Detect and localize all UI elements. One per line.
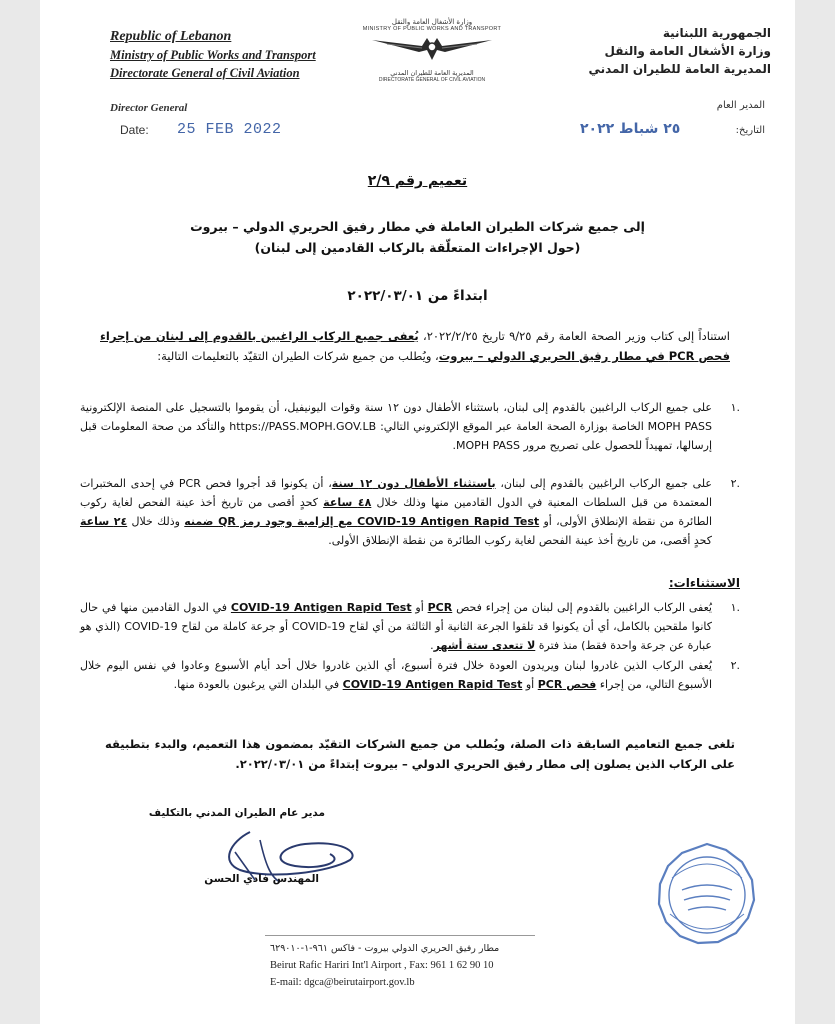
- logo-en-top: MINISTRY OF PUBLIC WORKS AND TRANSPORT: [362, 26, 502, 32]
- exc-text-a: يُعفى الركاب الذين غادروا لبنان ويريدون العودة خلال فترة أسبوع، أي الذين غادروا خلال أحد أيام الأسبوع وعادوا في نفس اليوم خلال الأسبوع التالي، من إجراء: [80, 659, 712, 691]
- intro-paragraph: [100, 326, 730, 366]
- effective-date: ابتداءً من ٢٠٢٢/٠٣/٠١: [347, 288, 488, 304]
- item-bold-1: باستثناء الأطفال دون ١٢ سنة: [331, 477, 496, 490]
- exc-text-c: أو: [522, 678, 538, 691]
- item-text-c: ، أن يكونوا قد أجروا فحص PCR في إحدى المختبرات المعتمدة من قبل السلطات المعنية في الدول القادمين منها وذلك خلال: [80, 477, 713, 509]
- circular-document: [40, 0, 795, 1024]
- footer-address-en: Beirut Rafic Hariri Int'l Airport , Fax: 961 1 62 90 10: [270, 960, 494, 971]
- closing-paragraph: تلغى جميع التعاميم السابقة ذات الصلة، ويُطلب من جميع الشركات التقيّد بمضمون هذا التعميم، والبدء بتطبيقه على الركاب الذين يصلون إلى مطار رفيق الحريري الدولي – بيروت إبتداءً من ٢٠٢٢/٠٣/٠١.: [105, 737, 735, 771]
- exc-text-c: أو: [411, 601, 428, 614]
- item-text-d: كحدٍ أقصى من تاريخ أخذ عينة الفحص لغاية ركوب الطائرة من نقطة الإنطلاق الأولى، أو: [80, 496, 713, 528]
- logo-ar-bottom: المديرية العامة للطيران المدني: [390, 69, 474, 77]
- exc-text-e: .: [430, 639, 434, 652]
- exc-bold-2: COVID-19 Antigen Rapid Test: [342, 678, 523, 691]
- logo-en-bottom: DIRECTORATE GENERAL OF CIVIL AVIATION: [378, 77, 486, 83]
- instruction-item-1: [80, 398, 740, 455]
- circular-title: [40, 173, 795, 189]
- signatory-name: المهندس فادي الحسن: [204, 873, 319, 885]
- exc-bold-2: COVID-19 Antigen Rapid Test: [230, 601, 412, 614]
- item-text: على جميع الركاب الراغبين بالقدوم إلى لبنان، باستثناء الأطفال دون ١٢ سنة وقوات اليونيفيل، أن يقوموا بالتسجيل على المنصة الإلكترونية MOPH PASS الخاصة بوزارة الصحة العامة عبر الموقع الإلكتروني التالي: https://PASS.MOPH.GOV.LB والتأكد من صحة المعلومات قبل إرسالها، تمهيداً للحصول على تصريح مرور MOPH PASS.: [80, 401, 712, 452]
- date-stamp-ar: ٢٥ شباط ٢٠٢٢: [580, 121, 681, 137]
- footer-divider: [265, 935, 535, 936]
- ministry-logo: [362, 18, 502, 98]
- item-number: .٢: [730, 477, 740, 490]
- intro-text-2: ، ويُطلب من جميع شركات الطيران التقيّد بالتعليمات التالية:: [157, 349, 439, 363]
- item-number: .١: [730, 601, 740, 614]
- exc-text-d: في الدول القادمين منها في حال كانوا ملقحين بالكامل، أي أن يكونوا قد تلقوا الجرعة الثانية أو الثالثة من أي لقاح COVID-19 أو جرعة كاملة من لقاح COVID-19 (الذي هو عبارة عن جرعة واحدة فقط) منذ فترة: [80, 601, 712, 652]
- item-text-a: على جميع الركاب الراغبين بالقدوم إلى لبنان،: [495, 477, 712, 490]
- ministry-ar: وزارة الأشغال العامة والنقل: [604, 44, 771, 58]
- director-general-ar: المدير العام: [716, 100, 765, 111]
- signatory-title: مدير عام الطيران المدني بالتكليف: [148, 807, 325, 819]
- item-text: [80, 474, 712, 550]
- directorate-ar: المديرية العامة للطيران المدني: [588, 62, 771, 76]
- item-text: [80, 656, 712, 694]
- item-text-e: وذلك خلال: [127, 515, 185, 528]
- official-seal-icon: [652, 840, 762, 950]
- intro-text-1: استناداً إلى كتاب وزير الصحة العامة رقم ٩/٢٥ تاريخ ٢٠٢٢/٢/٢٥،: [418, 329, 730, 343]
- footer-email: E-mail: dgca@beirutairport.gov.lb: [270, 977, 415, 988]
- logo-ar-top: وزارة الأشغال العامة والنقل: [391, 18, 473, 26]
- exc-text-d: في البلدان التي يرغبون بالعودة منها.: [173, 678, 343, 691]
- item-text-f: كحدٍ أقصى، من تاريخ أخذ عينة الفحص لغاية ركوب الطائرة من نقطة الإنطلاق الأولى.: [328, 534, 712, 547]
- arabic-letterhead: [531, 24, 771, 78]
- exc-bold-3: لا تتعدى ستة أشهر: [433, 639, 536, 652]
- subject-line: (حول الإجراءات المتعلّقة بالركاب القادمين إلى لبنان): [254, 240, 581, 255]
- item-number: .١: [730, 401, 740, 414]
- exception-item-1: [80, 598, 740, 655]
- director-general-en: Director General: [110, 102, 188, 114]
- footer-arabic: مطار رفيق الحريري الدولي بيروت - فاكس ٩٦١-١-٦٢٩٠١٠: [270, 943, 500, 954]
- exc-bold-1: فحص PCR: [537, 678, 597, 691]
- date-stamp-en: 25 FEB 2022: [177, 121, 282, 138]
- directorate-en: Directorate General of Civil Aviation: [110, 66, 300, 80]
- exception-item-2: [80, 656, 740, 694]
- intro-bold: يُعفى جميع الركاب الراغبين بالقدوم إلى لبنان من إجراء فحص PCR في مطار رفيق الحريري الدولي – بيروت: [100, 329, 730, 363]
- english-letterhead: [110, 28, 350, 82]
- exc-text-a: يُعفى الركاب الراغبين بالقدوم إلى لبنان من إجراء فحص: [452, 601, 712, 614]
- item-bold-2: ٤٨ ساعة: [323, 496, 372, 509]
- date-label-ar: التاريخ:: [735, 125, 765, 136]
- date-label-en: Date:: [120, 123, 149, 137]
- exc-bold-1: PCR: [427, 601, 453, 614]
- ministry-en: Ministry of Public Works and Transport: [110, 48, 316, 62]
- eagle-emblem-icon: [367, 32, 497, 64]
- republic-en: Republic of Lebanon: [110, 29, 232, 44]
- item-text: [80, 598, 712, 655]
- circular-title-text: تعميم رقم ٢/٩: [367, 173, 468, 189]
- item-bold-4: ٢٤ ساعة: [80, 515, 128, 528]
- addressee-line: إلى جميع شركات الطيران العاملة في مطار رفيق الحريري الدولي – بيروت: [190, 219, 645, 234]
- instruction-item-2: [80, 474, 740, 550]
- republic-ar: الجمهورية اللبنانية: [662, 26, 771, 40]
- footer: [270, 940, 600, 991]
- exceptions-heading: الاستثناءات:: [668, 576, 740, 590]
- item-number: .٢: [730, 659, 740, 672]
- item-bold-3: COVID-19 Antigen Rapid Test مع إلزامية وجود رمز QR ضمنه: [184, 515, 540, 528]
